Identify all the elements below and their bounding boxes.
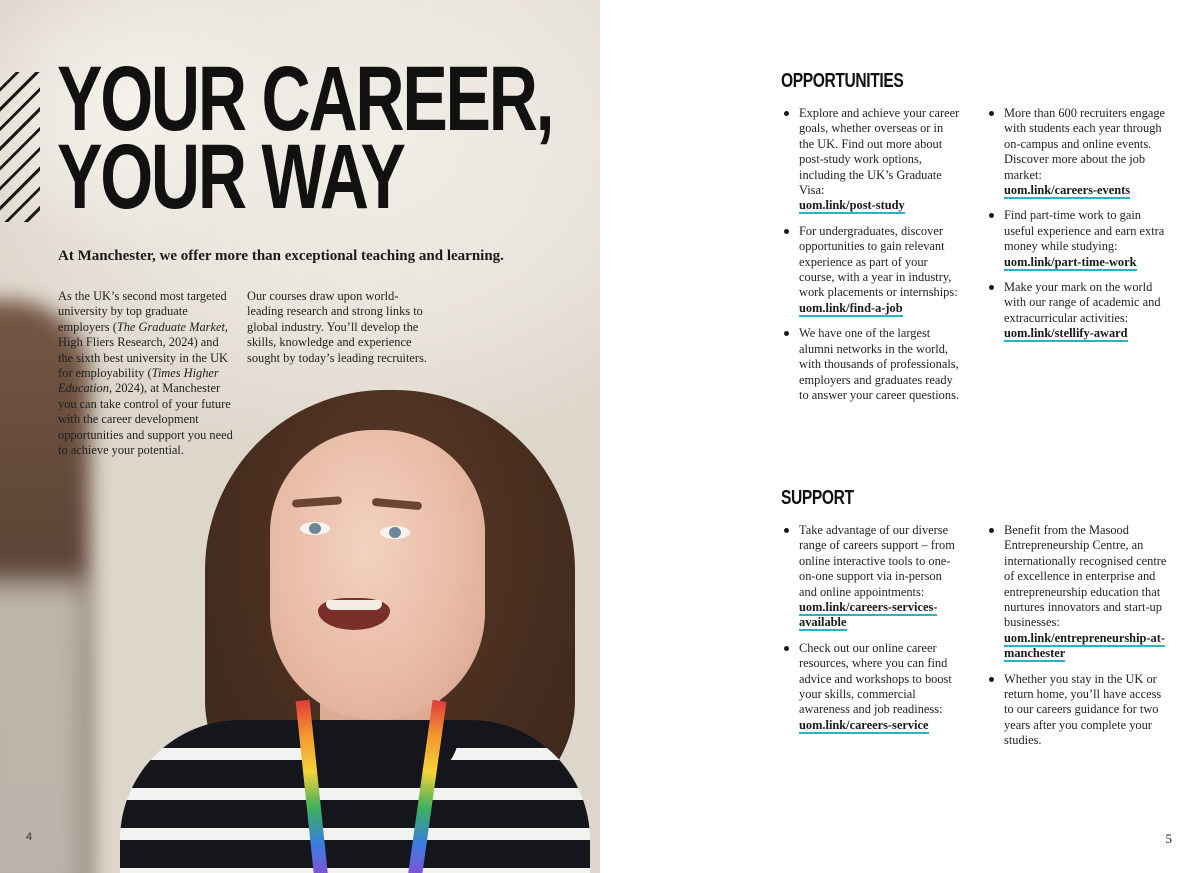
left-eye <box>300 522 330 535</box>
careers-service-link[interactable]: uom.link/careers-service <box>799 717 929 732</box>
support-list-col2 <box>986 523 1168 759</box>
body-text: , High Fliers Research, 2024) and the sixth best university in the UK for employability ( <box>58 319 229 381</box>
item-text: Find part-time work to gain useful experience and earn extra money while studying: <box>1004 208 1165 254</box>
item-text: Check out our online career resources, where you can find advice and workshops to boost your skills, commercial awareness and job readiness: <box>799 640 952 717</box>
list-item <box>781 106 961 214</box>
headline-line-1: YOUR CAREER, <box>57 48 553 150</box>
page-headline <box>57 48 553 228</box>
list-item <box>781 641 961 733</box>
right-eye <box>380 526 410 539</box>
list-item <box>781 326 961 403</box>
support-heading: SUPPORT <box>781 487 854 509</box>
item-text: More than 600 recruiters engage with students each year through on-campus and online events. Discover more about the job market: <box>1004 106 1166 182</box>
item-text: For undergraduates, discover opportunities to gain relevant experience as part of your course, with a year in industry, work placements or internships: <box>799 223 958 300</box>
list-item <box>986 208 1166 270</box>
opportunities-heading: OPPORTUNITIES <box>781 70 904 92</box>
careers-events-link[interactable]: uom.link/careers-events <box>1004 183 1131 198</box>
blurred-background-shape <box>0 580 90 873</box>
list-item <box>986 106 1166 198</box>
body-column-1 <box>58 289 236 458</box>
list-item <box>986 672 1168 749</box>
opportunities-list-col1 <box>781 106 961 413</box>
body-text: As the UK’s second most targeted university by top graduate employers ( <box>58 289 227 334</box>
headline-line-2: YOUR WAY <box>57 126 404 228</box>
item-text: Explore and achieve your career goals, whether overseas or in the UK. Find out more about post-study work options, including the UK’s Graduate Visa: <box>799 106 960 198</box>
find-a-job-link[interactable]: uom.link/find-a-job <box>799 300 903 315</box>
item-text: Benefit from the Masood Entrepreneurship Centre, an internationally recognised centre of excellence in enterprise and entrepreneurship education that nurtures innovators and start-up businesses: <box>1004 523 1167 630</box>
page-number-right: 5 <box>1165 831 1172 846</box>
body-text-italic: The Graduate Market <box>116 319 225 334</box>
list-item <box>781 224 961 316</box>
body-text: , 2024), at Manchester you can take control of your future with the career development opportunities and support you need to achieve your potential. <box>58 381 233 458</box>
item-text: We have one of the largest alumni networks in the world, with thousands of professionals, employers and graduates ready to answer your career questions. <box>799 326 959 402</box>
teeth <box>326 600 382 610</box>
page-number-left: 4 <box>26 831 33 843</box>
right-page <box>600 0 1200 873</box>
entrepreneurship-link[interactable]: uom.link/entrepreneurship-at-manchester <box>1004 630 1165 661</box>
diagonal-stripes-decoration <box>0 72 40 222</box>
body-text-italic: Times Higher Education <box>58 366 219 396</box>
support-list-col1 <box>781 523 961 743</box>
item-text: Take advantage of our diverse range of careers support – from online interactive tools to one-on-one support via in-person and online appointments: <box>799 523 955 599</box>
item-text: Make your mark on the world with our range of academic and extracurricular activities: <box>1004 280 1161 325</box>
list-item <box>986 523 1168 662</box>
stellify-award-link[interactable]: uom.link/stellify-award <box>1004 326 1128 341</box>
list-item <box>986 280 1166 342</box>
post-study-link[interactable]: uom.link/post-study <box>799 198 905 213</box>
part-time-work-link[interactable]: uom.link/part-time-work <box>1004 254 1137 269</box>
list-item <box>781 523 961 631</box>
opportunities-list-col2 <box>986 106 1166 352</box>
face <box>270 430 485 720</box>
body-column-2: Our courses draw upon world-leading research and strong links to global industry. You’ll develop the skills, knowledge and experience sought by today’s leading recruiters. <box>247 289 427 365</box>
careers-services-available-link[interactable]: uom.link/careers-services-available <box>799 600 938 630</box>
intro-statement: At Manchester, we offer more than exceptional teaching and learning. <box>58 248 504 264</box>
item-text: Whether you stay in the UK or return home, you’ll have access to our careers guidance for two years after you complete your studies. <box>1004 671 1162 748</box>
